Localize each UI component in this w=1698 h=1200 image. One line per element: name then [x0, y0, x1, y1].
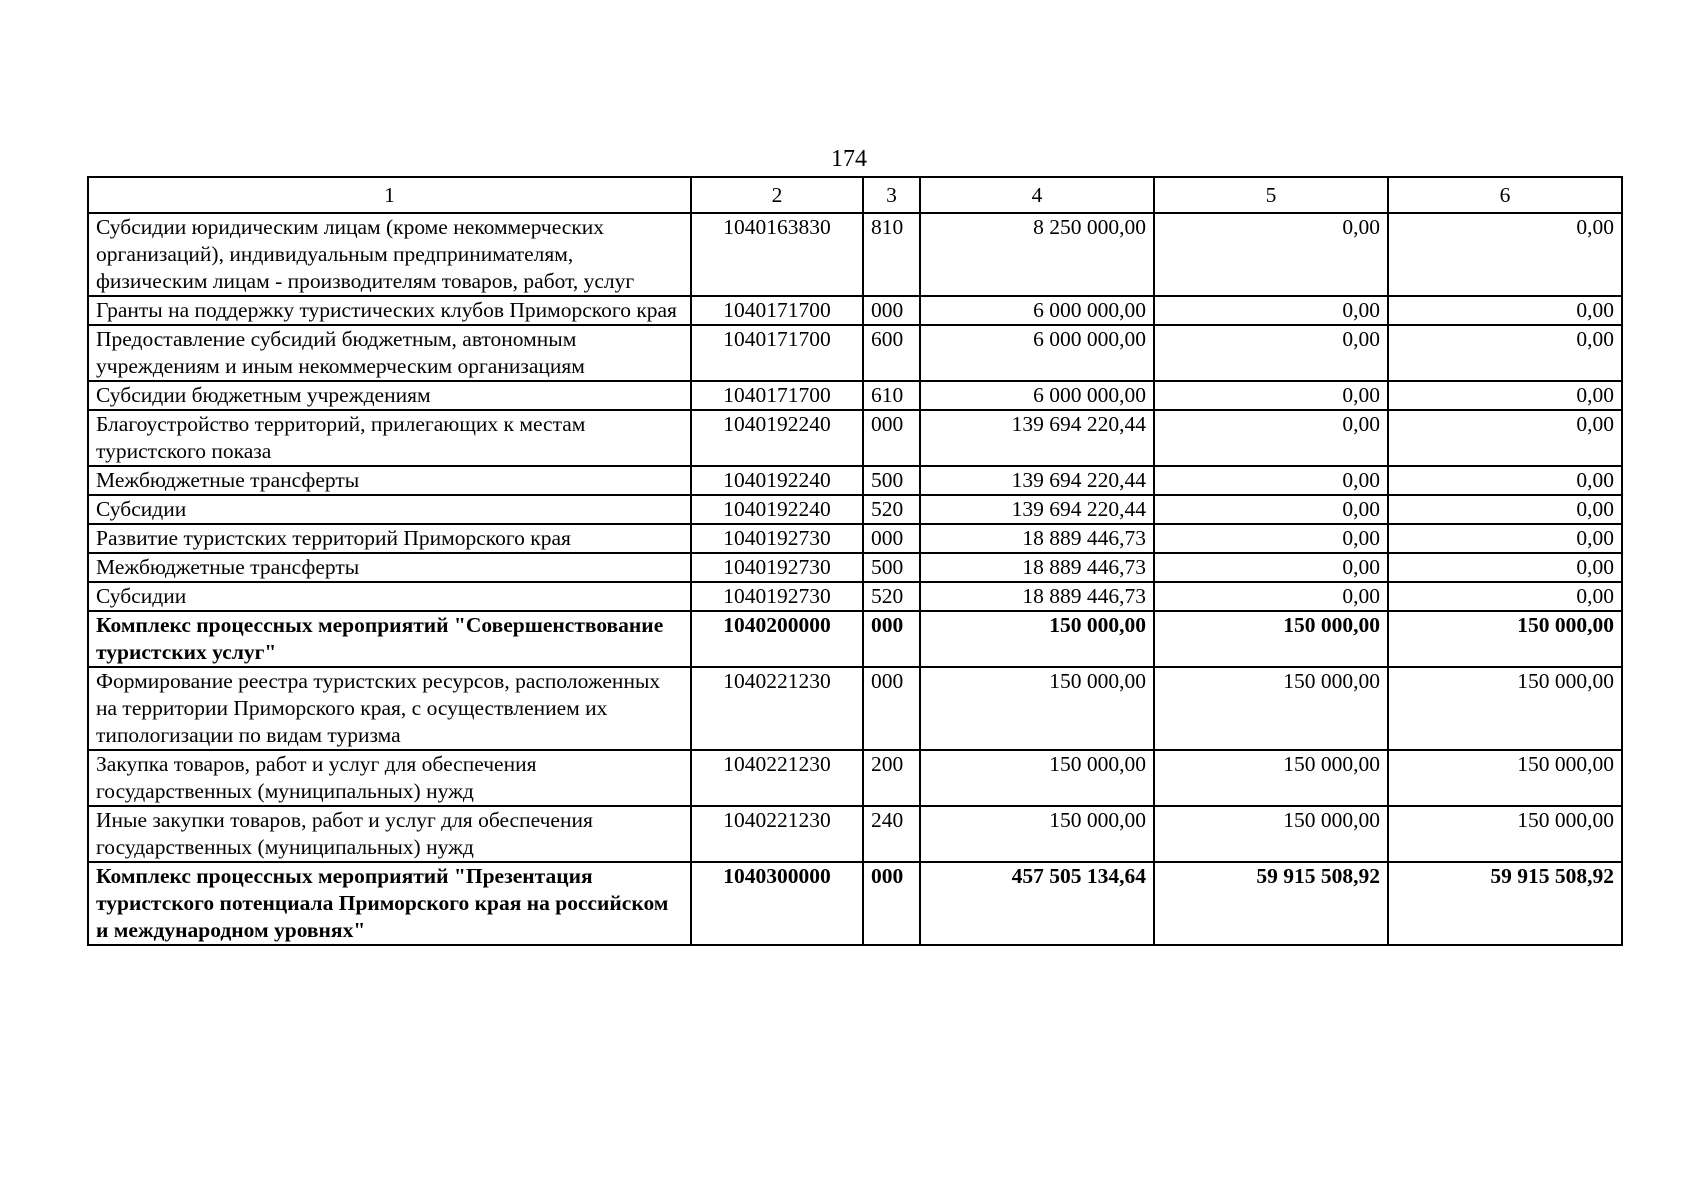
row-value-col4-cell: 150 000,00 — [920, 806, 1154, 862]
row-value-col5-cell: 150 000,00 — [1154, 667, 1388, 750]
row-code-cell: 1040171700 — [691, 381, 863, 410]
row-value-col5-cell: 0,00 — [1154, 410, 1388, 466]
row-value-col5-cell: 0,00 — [1154, 466, 1388, 495]
row-code-cell: 1040192730 — [691, 524, 863, 553]
row-value-col6-cell: 0,00 — [1388, 296, 1622, 325]
row-value-col4-cell: 457 505 134,64 — [920, 862, 1154, 945]
row-name-cell: Формирование реестра туристских ресурсов, расположенных на территории Приморского края, с осуществлением их типологизации по видам туризма — [88, 667, 691, 750]
row-expense-type-cell: 000 — [863, 611, 920, 667]
table-row — [88, 325, 1622, 381]
row-code-cell: 1040221230 — [691, 667, 863, 750]
row-value-col4-cell: 150 000,00 — [920, 750, 1154, 806]
table-row — [88, 466, 1622, 495]
row-expense-type-cell: 000 — [863, 862, 920, 945]
row-value-col5-cell: 59 915 508,92 — [1154, 862, 1388, 945]
row-value-col4-cell: 150 000,00 — [920, 611, 1154, 667]
row-value-col4-cell: 18 889 446,73 — [920, 582, 1154, 611]
row-name-cell: Развитие туристских территорий Приморского края — [88, 524, 691, 553]
table-row — [88, 862, 1622, 945]
table-row — [88, 750, 1622, 806]
row-value-col6-cell: 150 000,00 — [1388, 611, 1622, 667]
table-row — [88, 381, 1622, 410]
row-code-cell: 1040192240 — [691, 410, 863, 466]
row-expense-type-cell: 000 — [863, 296, 920, 325]
row-value-col6-cell: 150 000,00 — [1388, 667, 1622, 750]
row-value-col6-cell: 150 000,00 — [1388, 750, 1622, 806]
row-expense-type-cell: 810 — [863, 213, 920, 296]
row-value-col5-cell: 0,00 — [1154, 524, 1388, 553]
row-code-cell: 1040171700 — [691, 325, 863, 381]
row-value-col6-cell: 0,00 — [1388, 466, 1622, 495]
row-value-col4-cell: 6 000 000,00 — [920, 381, 1154, 410]
row-value-col5-cell: 0,00 — [1154, 213, 1388, 296]
row-value-col4-cell: 139 694 220,44 — [920, 495, 1154, 524]
column-header: 2 — [691, 177, 863, 213]
row-value-col5-cell: 0,00 — [1154, 582, 1388, 611]
row-value-col6-cell: 150 000,00 — [1388, 806, 1622, 862]
row-name-cell: Закупка товаров, работ и услуг для обеспечения государственных (муниципальных) нужд — [88, 750, 691, 806]
table-header-row — [88, 177, 1622, 213]
row-value-col4-cell: 150 000,00 — [920, 667, 1154, 750]
table-row — [88, 553, 1622, 582]
row-value-col5-cell: 150 000,00 — [1154, 806, 1388, 862]
row-value-col6-cell: 0,00 — [1388, 325, 1622, 381]
row-value-col5-cell: 0,00 — [1154, 381, 1388, 410]
row-value-col6-cell: 0,00 — [1388, 495, 1622, 524]
row-name-cell: Комплекс процессных мероприятий "Совершенствование туристских услуг" — [88, 611, 691, 667]
row-code-cell: 1040163830 — [691, 213, 863, 296]
row-expense-type-cell: 520 — [863, 495, 920, 524]
row-expense-type-cell: 500 — [863, 466, 920, 495]
row-expense-type-cell: 500 — [863, 553, 920, 582]
row-name-cell: Межбюджетные трансферты — [88, 466, 691, 495]
table-row — [88, 410, 1622, 466]
row-expense-type-cell: 240 — [863, 806, 920, 862]
row-value-col4-cell: 8 250 000,00 — [920, 213, 1154, 296]
row-name-cell: Субсидии юридическим лицам (кроме некоммерческих организаций), индивидуальным предпринимателям, физическим лицам - производителям товаров, работ, услуг — [88, 213, 691, 296]
row-value-col4-cell: 6 000 000,00 — [920, 325, 1154, 381]
row-expense-type-cell: 000 — [863, 524, 920, 553]
row-value-col5-cell: 150 000,00 — [1154, 611, 1388, 667]
row-value-col6-cell: 0,00 — [1388, 582, 1622, 611]
row-value-col5-cell: 0,00 — [1154, 553, 1388, 582]
table-row — [88, 667, 1622, 750]
page-number: 174 — [831, 146, 867, 172]
row-expense-type-cell: 520 — [863, 582, 920, 611]
table-row — [88, 524, 1622, 553]
row-value-col4-cell: 139 694 220,44 — [920, 410, 1154, 466]
row-value-col5-cell: 0,00 — [1154, 325, 1388, 381]
column-header: 3 — [863, 177, 920, 213]
row-name-cell: Благоустройство территорий, прилегающих к местам туристского показа — [88, 410, 691, 466]
row-value-col5-cell: 150 000,00 — [1154, 750, 1388, 806]
table-row — [88, 495, 1622, 524]
table-row — [88, 213, 1622, 296]
row-name-cell: Субсидии — [88, 495, 691, 524]
row-value-col5-cell: 0,00 — [1154, 495, 1388, 524]
table-row — [88, 611, 1622, 667]
row-expense-type-cell: 600 — [863, 325, 920, 381]
row-value-col6-cell: 0,00 — [1388, 213, 1622, 296]
table-body — [88, 213, 1622, 945]
row-value-col4-cell: 18 889 446,73 — [920, 524, 1154, 553]
row-value-col4-cell: 139 694 220,44 — [920, 466, 1154, 495]
row-expense-type-cell: 000 — [863, 667, 920, 750]
row-name-cell: Межбюджетные трансферты — [88, 553, 691, 582]
column-header: 1 — [88, 177, 691, 213]
row-value-col4-cell: 6 000 000,00 — [920, 296, 1154, 325]
row-code-cell: 1040221230 — [691, 750, 863, 806]
row-name-cell: Комплекс процессных мероприятий "Презентация туристского потенциала Приморского края на российском и международном уровнях" — [88, 862, 691, 945]
row-value-col6-cell: 0,00 — [1388, 410, 1622, 466]
table-row — [88, 582, 1622, 611]
row-code-cell: 1040171700 — [691, 296, 863, 325]
row-value-col6-cell: 0,00 — [1388, 381, 1622, 410]
row-expense-type-cell: 610 — [863, 381, 920, 410]
row-value-col6-cell: 0,00 — [1388, 553, 1622, 582]
row-value-col5-cell: 0,00 — [1154, 296, 1388, 325]
row-value-col6-cell: 0,00 — [1388, 524, 1622, 553]
table-row — [88, 806, 1622, 862]
column-header: 4 — [920, 177, 1154, 213]
row-code-cell: 1040192240 — [691, 495, 863, 524]
table-row — [88, 296, 1622, 325]
row-value-col6-cell: 59 915 508,92 — [1388, 862, 1622, 945]
row-code-cell: 1040192730 — [691, 553, 863, 582]
row-name-cell: Предоставление субсидий бюджетным, автономным учреждениям и иным некоммерческим организациям — [88, 325, 691, 381]
row-code-cell: 1040300000 — [691, 862, 863, 945]
row-code-cell: 1040192240 — [691, 466, 863, 495]
row-value-col4-cell: 18 889 446,73 — [920, 553, 1154, 582]
column-header: 5 — [1154, 177, 1388, 213]
row-expense-type-cell: 200 — [863, 750, 920, 806]
row-code-cell: 1040221230 — [691, 806, 863, 862]
row-code-cell: 1040192730 — [691, 582, 863, 611]
budget-table — [87, 176, 1623, 946]
row-name-cell: Иные закупки товаров, работ и услуг для обеспечения государственных (муниципальных) нужд — [88, 806, 691, 862]
column-header: 6 — [1388, 177, 1622, 213]
row-name-cell: Субсидии бюджетным учреждениям — [88, 381, 691, 410]
row-name-cell: Субсидии — [88, 582, 691, 611]
row-code-cell: 1040200000 — [691, 611, 863, 667]
row-name-cell: Гранты на поддержку туристических клубов Приморского края — [88, 296, 691, 325]
row-expense-type-cell: 000 — [863, 410, 920, 466]
